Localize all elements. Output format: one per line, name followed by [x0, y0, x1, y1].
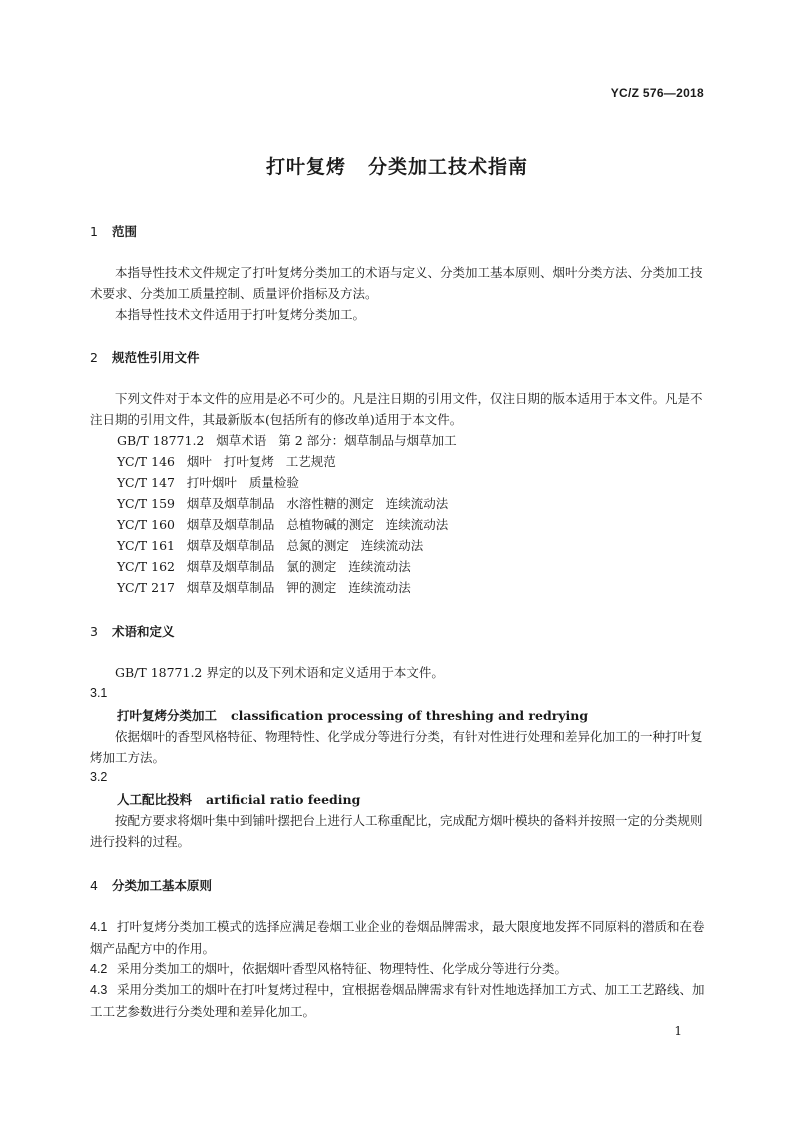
section-number: 2 — [90, 350, 98, 365]
reference-item: YC/T 217 烟草及烟草制品 钾的测定 连续流动法 — [117, 580, 411, 595]
section-number: 4 — [90, 878, 98, 893]
clause-text: 采用分类加工的烟叶，依据烟叶香型风格特征、物理特性、化学成分等进行分类。 — [117, 961, 568, 976]
section-1-heading — [90, 222, 137, 240]
term-3-2 — [117, 790, 360, 808]
clause-text: 采用分类加工的烟叶在打叶复烤过程中，宜根据卷烟品牌需求有针对性地选择加工方式、加工工艺路线、加工工艺参数进行分类处理和差异化加工。 — [90, 982, 705, 1019]
term-3-1-definition: 依据烟叶的香型风格特征、物理特性、化学成分等进行分类，有针对性进行处理和差异化加工的一种打叶复烤加工方法。 — [90, 729, 703, 765]
clause-number: 4.2 — [90, 962, 108, 976]
section-3-heading — [90, 622, 175, 640]
clause-4-2 — [90, 958, 706, 980]
title-part-2: 分类加工技术指南 — [368, 156, 529, 178]
section-title: 术语和定义 — [112, 624, 175, 639]
section-number: 1 — [90, 224, 98, 239]
reference-item: YC/T 161 烟草及烟草制品 总氮的测定 连续流动法 — [117, 538, 424, 553]
clause-number: 4.3 — [90, 983, 108, 997]
section-title: 范围 — [112, 224, 138, 239]
section-2-paragraph-1: 下列文件对于本文件的应用是必不可少的。凡是注日期的引用文件，仅注日期的版本适用于本文件。凡是不注日期的引用文件，其最新版本(包括所有的修改单)适用于本文件。 — [90, 391, 703, 427]
section-1-paragraph-2: 本指导性技术文件适用于打叶复烤分类加工。 — [115, 307, 366, 322]
section-title: 规范性引用文件 — [112, 350, 200, 365]
reference-item: YC/T 159 烟草及烟草制品 水溶性糖的测定 连续流动法 — [117, 496, 449, 511]
section-1-paragraph-1: 本指导性技术文件规定了打叶复烤分类加工的术语与定义、分类加工基本原则、烟叶分类方法、分类加工技术要求、分类加工质量控制、质量评价指标及方法。 — [90, 265, 703, 301]
reference-item: YC/T 162 烟草及烟草制品 氯的测定 连续流动法 — [117, 559, 411, 574]
reference-item: YC/T 147 打叶烟叶 质量检验 — [117, 475, 299, 490]
clause-4-1 — [90, 916, 706, 959]
term-number: 3.2 — [90, 770, 108, 784]
section-number: 3 — [90, 624, 98, 639]
term-number: 3.1 — [90, 686, 108, 700]
term-3-1 — [117, 706, 588, 724]
section-4-heading — [90, 876, 212, 894]
title-part-1: 打叶复烤 — [265, 156, 346, 178]
section-2-heading — [90, 348, 200, 366]
page-number: 1 — [674, 1024, 682, 1038]
section-title: 分类加工基本原则 — [112, 878, 213, 893]
clause-4-3 — [90, 979, 706, 1022]
term-zh: 打叶复烤分类加工 — [117, 708, 218, 723]
term-zh: 人工配比投料 — [117, 792, 193, 807]
document-title — [0, 152, 794, 179]
term-3-2-definition: 按配方要求将烟叶集中到铺叶摆把台上进行人工称重配比，完成配方烟叶模块的备料并按照一定的分类规则进行投料的过程。 — [90, 813, 703, 849]
clause-text: 打叶复烤分类加工模式的选择应满足卷烟工业企业的卷烟品牌需求，最大限度地发挥不同原料的潜质和在卷烟产品配方中的作用。 — [90, 919, 705, 956]
reference-item: YC/T 146 烟叶 打叶复烤 工艺规范 — [117, 454, 336, 469]
standard-code: YC/Z 576—2018 — [610, 86, 704, 100]
section-3-paragraph-1: GB/T 18771.2 界定的以及下列术语和定义适用于本文件。 — [115, 665, 444, 680]
reference-item: GB/T 18771.2 烟草术语 第 2 部分：烟草制品与烟草加工 — [117, 433, 457, 448]
term-en: artificial ratio feeding — [206, 792, 361, 807]
clause-number: 4.1 — [90, 920, 108, 934]
term-en: classification processing of threshing and redrying — [231, 708, 589, 723]
reference-item: YC/T 160 烟草及烟草制品 总植物碱的测定 连续流动法 — [117, 517, 449, 532]
